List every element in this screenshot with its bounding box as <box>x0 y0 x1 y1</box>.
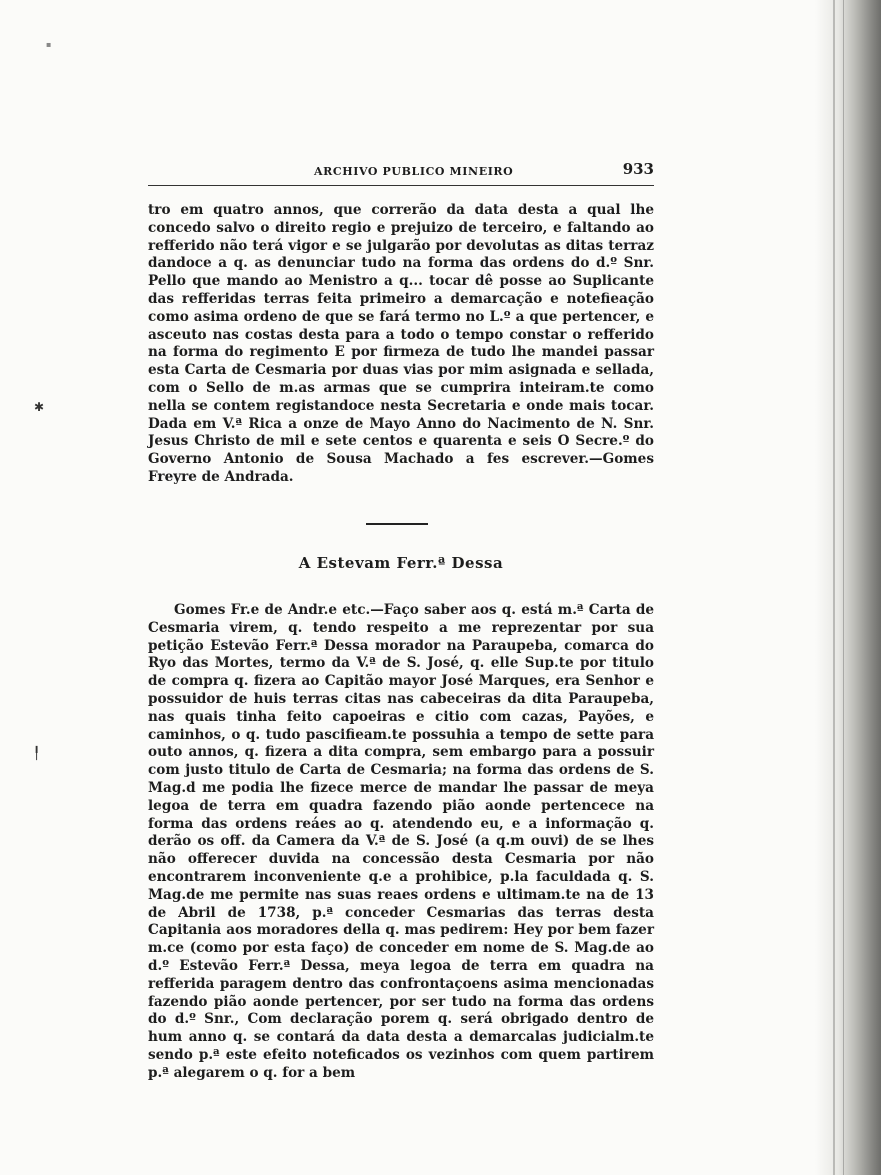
page-number: 933 <box>622 160 654 178</box>
running-title: ARCHIVO PUBLICO MINEIRO <box>314 165 514 178</box>
scan-speck-mark: ▪ <box>46 40 52 49</box>
margin-tick-mark: ╿ <box>33 746 41 760</box>
margin-asterisk-mark: ✱ <box>34 400 45 414</box>
section-divider <box>366 523 428 525</box>
paragraph-grant: Gomes Fr.e de Andr.e etc.—Faço saber aos q. está m.ª Carta de Cesmaria virem, q. tendo respeito a me reprezentar por sua petição Estevão Ferr.ª Dessa morador na Paraupeba, comarca do Ryo das Mortes, termo da V.ª de S. José, q. elle Sup.te por titulo de compra q. fizera ao Capitão mayor José Marques, era Senhor e possuidor de huis terras citas nas cabeceiras da dita Paraupeba, nas quais tinha feito capoeiras e citio com cazas, Payões, e caminhos, o q. tudo pascifieam.te possuhia a tempo de sette para outo annos, q. fizera a dita compra, sem embargo para a possuir com justo titulo de Carta de Cesmaria; na forma das ordens de S. Mag.d me podia lhe fizece merce de mandar lhe passar de meya legoa de terra em quadra fazendo pião aonde pertencece na forma das ordens reáes ao q. atendendo eu, e a informação q. derão os off. da Camera da V.ª de S. José (a q.m ouvi) de se lhes não offerecer duvida na concessão desta Cesmaria por não encontrarem inconveniente q.e a prohibice, p.la faculdada q. S. Mag.de me permite nas suas reaes ordens e ultimam.te na de 13 de Abril de 1738, p.ª conceder Cesmarias das terras desta Capitania aos moradores della q. mas pedirem: Hey por bem fazer m.ce (como por esta faço) de conceder em nome de S. Mag.de ao d.º Estevão Ferr.ª Dessa, meya legoa de terra em quadra na refferida paragem dentro das confrontaçoens asima mencionadas fazendo pião aonde pertencer, por ser tudo na forma das ordens do d.º Snr., Com declaração porem q. será obrigado dentro de hum anno q. se contará da data desta a demarcalas judicialm.te sendo p.ª este efeito noteficados os vezinhos com quem partirem p.ª alegarem o q. for a bem <box>148 602 654 1081</box>
book-gutter-shadow <box>815 0 881 1175</box>
page-header <box>148 160 656 186</box>
header-rule <box>148 185 654 186</box>
paragraph-continued: tro em quatro annos, que correrão da data desta a qual lhe concedo salvo o direito regio e prejuizo de terceiro, e faltando ao refferido não terá vigor e se julgarão por devolutas as ditas terraz dandoce a q. as denunciar tudo na forma das ordens do d.º Snr. Pello que mando ao Menistro a q... tocar dê posse ao Suplicante das refferidas terras feita primeiro a demarcação e notefieação como asima ordeno de que se fará termo no L.º a que pertencer, e asceuto nas costas desta para a todo o tempo constar o refferido na forma do regimento E por firmeza de tudo lhe mandei passar esta Carta de Cesmaria por duas vias por mim asignada e sellada, com o Sello de m.as armas que se cumprira inteiram.te como nella se contem registandoce nesta Secretaria e onde mais tocar. Dada em V.ª Rica a onze de Mayo Anno do Nacimento de N. Snr. Jesus Christo de mil e sete centos e quarenta e seis O Secre.º do Governo Antonio de Sousa Machado a fes escrever.—Gomes Freyre de Andrada. <box>148 202 654 485</box>
section-heading: A Estevam Ferr.ª Dessa <box>298 554 504 572</box>
